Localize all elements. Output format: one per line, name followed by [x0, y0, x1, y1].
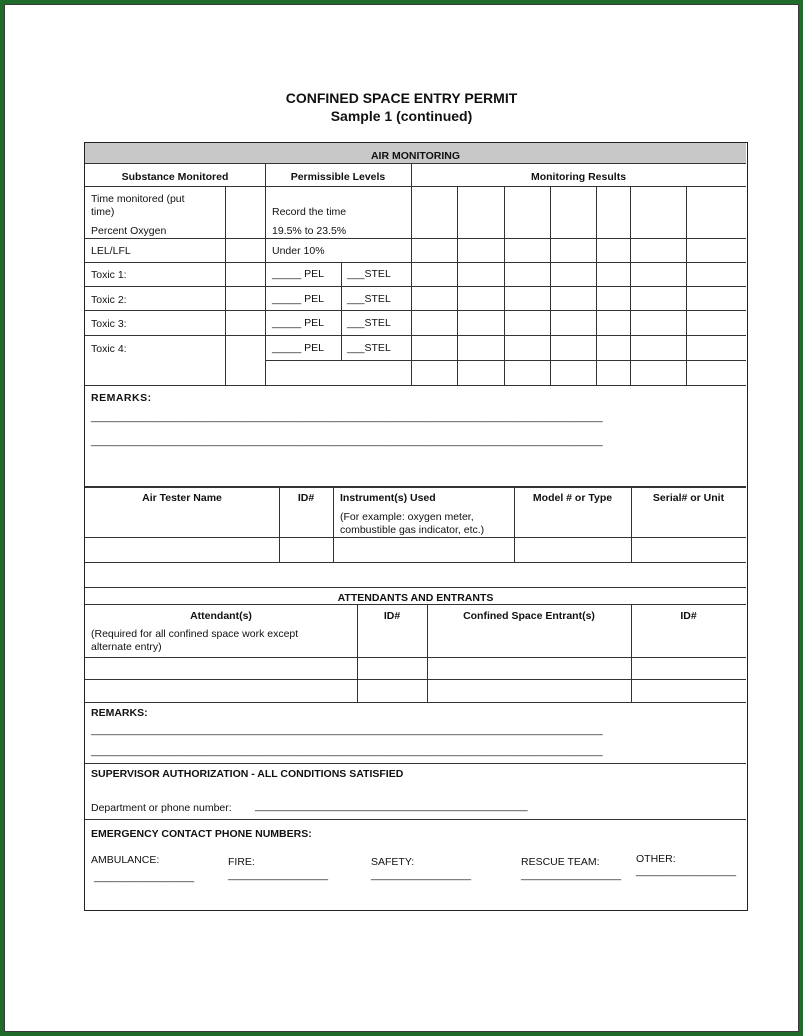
row-toxic3-label: Toxic 3:	[91, 318, 127, 330]
entrant-id-header: ID#	[680, 610, 697, 622]
row-time-level: Record the time	[272, 206, 347, 218]
page-subtitle: Sample 1 (continued)	[330, 108, 473, 124]
air-monitoring-header: AIR MONITORING	[370, 150, 461, 162]
row-oxygen-label: Percent Oxygen	[91, 225, 167, 237]
attendants-header: ATTENDANTS AND ENTRANTS	[337, 592, 494, 604]
instrument-note-1: (For example: oxygen meter,	[340, 511, 474, 523]
model-header: Model # or Type	[532, 492, 613, 504]
department-label: Department or phone number:	[91, 802, 232, 814]
row-toxic2-label: Toxic 2:	[91, 294, 127, 306]
tester-id-header: ID#	[297, 492, 315, 504]
attendant-note-2: alternate entry)	[91, 641, 162, 653]
contact-fire: FIRE:	[228, 856, 255, 868]
row-lel-level: Under 10%	[272, 245, 325, 257]
attendant-header: Attendant(s)	[190, 610, 252, 622]
row-lel-label: LEL/LFL	[91, 245, 131, 257]
supervisor-label: SUPERVISOR AUTHORIZATION - ALL CONDITIONS SATISFIED	[91, 768, 404, 780]
remarks-label-2: REMARKS:	[91, 707, 148, 719]
col-substance: Substance Monitored	[121, 171, 229, 183]
contact-other: OTHER:	[636, 853, 676, 865]
row-time-label: Time monitored (put	[91, 193, 185, 205]
row-toxic2-pel: _____ PEL	[272, 293, 324, 305]
row-toxic4-pel: _____ PEL	[272, 342, 324, 354]
remarks-label-1: REMARKS:	[91, 392, 152, 404]
row-toxic3-stel: ___STEL	[347, 317, 391, 329]
col-results: Monitoring Results	[530, 171, 627, 183]
contact-rescue-team: RESCUE TEAM:	[521, 856, 600, 868]
attendant-note-1: (Required for all confined space work except	[91, 628, 299, 640]
contact-ambulance: AMBULANCE:	[91, 854, 160, 866]
row-toxic1-pel: _____ PEL	[272, 268, 324, 280]
safety-line[interactable]: __________________	[371, 870, 472, 881]
remarks-line-1a[interactable]: ____________________________________________________________________________________________	[91, 412, 603, 423]
row-toxic3-pel: _____ PEL	[272, 317, 324, 329]
other-line[interactable]: __________________	[636, 866, 737, 877]
row-toxic1-label: Toxic 1:	[91, 269, 127, 281]
col-permissible: Permissible Levels	[290, 171, 386, 183]
row-toxic4-stel: ___STEL	[347, 342, 391, 354]
remarks-line-2b[interactable]: ____________________________________________________________________________________________	[91, 746, 603, 757]
instrument-header: Instrument(s) Used	[340, 492, 436, 504]
row-toxic4-label: Toxic 4:	[91, 343, 127, 355]
emergency-label: EMERGENCY CONTACT PHONE NUMBERS:	[91, 828, 312, 840]
instrument-note-2: combustible gas indicator, etc.)	[340, 524, 485, 536]
serial-header: Serial# or Unit	[652, 492, 725, 504]
tester-name-header: Air Tester Name	[142, 492, 222, 504]
attendant-id-header: ID#	[383, 610, 401, 622]
page-title: CONFINED SPACE ENTRY PERMIT	[285, 90, 518, 106]
entrant-header: Confined Space Entrant(s)	[463, 610, 595, 622]
fire-line[interactable]: __________________	[228, 870, 329, 881]
row-oxygen-level: 19.5% to 23.5%	[272, 225, 347, 237]
ambulance-line[interactable]: __________________	[94, 872, 195, 883]
remarks-line-2a[interactable]: ____________________________________________________________________________________________	[91, 725, 603, 736]
row-time-label-2: time)	[91, 206, 115, 218]
row-toxic1-stel: ___STEL	[347, 268, 391, 280]
contact-safety: SAFETY:	[371, 856, 415, 868]
remarks-line-1b[interactable]: ____________________________________________________________________________________________	[91, 436, 603, 447]
row-toxic2-stel: ___STEL	[347, 293, 391, 305]
rescue-team-line[interactable]: __________________	[521, 870, 622, 881]
department-line[interactable]: _________________________________________________	[255, 801, 528, 812]
permit-form	[84, 142, 748, 911]
